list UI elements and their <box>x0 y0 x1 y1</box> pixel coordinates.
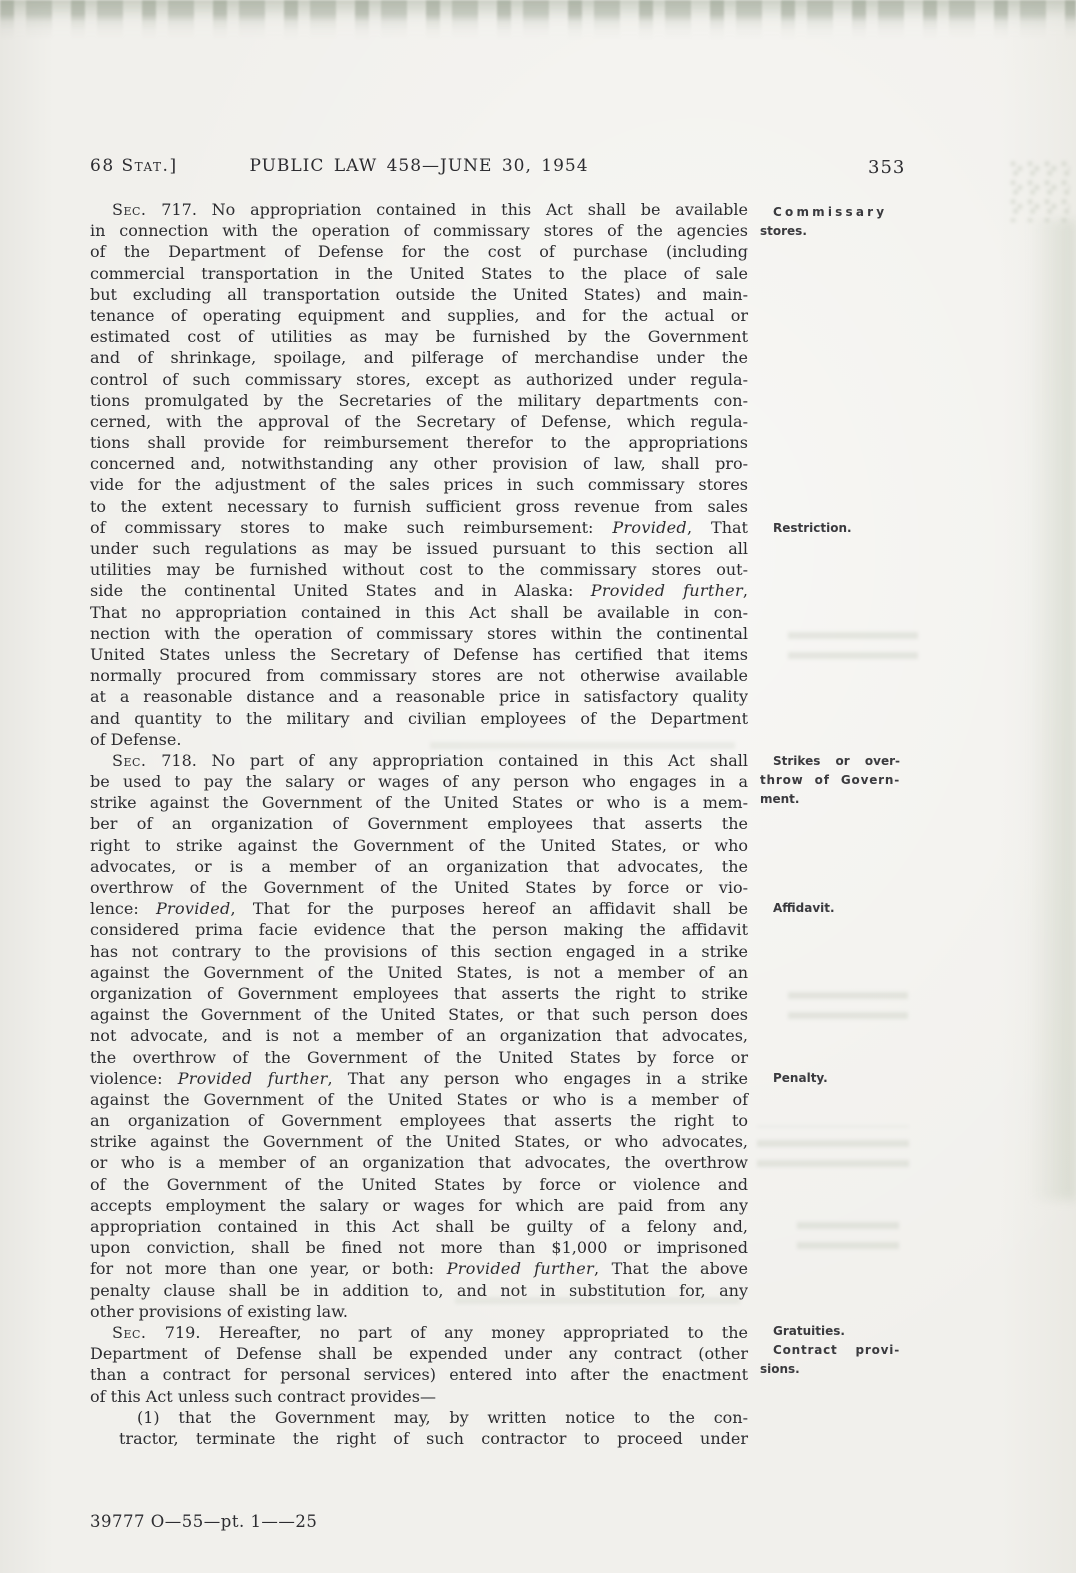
text-line: normally procured from commissary stores are not otherwise available <box>90 666 748 686</box>
text-line: of Defense. <box>90 729 182 749</box>
text-line: concerned and, notwithstanding any other provision of law, shall pro- <box>90 454 748 474</box>
note-line: Restriction. <box>773 521 852 535</box>
note-line: Affidavit. <box>773 901 835 915</box>
text-line: side the continental United States and in Alaska: Provided further, <box>90 581 748 601</box>
note-line: Commissary <box>773 205 888 219</box>
text-line: against the Government of the United States, is not a member of an <box>90 962 748 982</box>
text-line: accepts employment the salary or wages for which are paid from any <box>90 1195 748 1215</box>
note-line: stores. <box>760 224 807 238</box>
margin-note-commissary-stores <box>760 203 900 241</box>
text-line: to the extent necessary to furnish sufficient gross revenue from sales <box>90 496 748 516</box>
text-line: has not contrary to the provisions of this section engaged in a strike <box>90 941 748 961</box>
text-line: United States unless the Secretary of Defense has certified that items <box>90 644 748 664</box>
text-line: or who is a member of an organization that advocates, the overthrow <box>90 1153 748 1173</box>
text-line: strike against the Government of the United States, or who advocates, <box>90 1132 748 1152</box>
note-line: sions. <box>760 1362 800 1376</box>
text-line: tractor, terminate the right of such contractor to proceed under <box>119 1428 748 1448</box>
text-line: That no appropriation contained in this Act shall be available in con- <box>90 602 748 622</box>
margin-note-penalty <box>760 1069 900 1088</box>
text-line: under such regulations as may be issued pursuant to this section all <box>90 539 748 558</box>
text-line: upon conviction, shall be fined not more than $1,000 or imprisoned <box>90 1238 748 1258</box>
statute-volume-citation: 68 Stat.] <box>90 156 178 176</box>
text-line: an organization of Government employees that asserts the right to <box>90 1111 748 1131</box>
section-717 <box>90 199 748 750</box>
text-line: not advocate, and is not a member of an organization that advocates, <box>90 1026 748 1046</box>
text-line: overthrow of the Government of the United States by force or vio- <box>90 878 748 897</box>
text-line: lence: Provided, That for the purposes hereof an affidavit shall be <box>90 899 749 919</box>
note-line: Penalty. <box>773 1071 828 1085</box>
statute-body-text <box>90 199 748 1449</box>
text-line: than a contract for personal services) entered into after the enactment <box>90 1365 748 1385</box>
note-line: Contract provi- <box>773 1343 900 1357</box>
text-line: Department of Defense shall be expended under any contract (other <box>90 1344 748 1364</box>
text-line: right to strike against the Government of the United States, or who <box>90 835 748 855</box>
text-line: for not more than one year, or both: Provided further, That the above <box>90 1259 748 1279</box>
text-line: but excluding all transportation outside the United States) and main- <box>90 284 748 304</box>
text-line: Sec. 717. No appropriation contained in this Act shall be available <box>112 200 748 219</box>
bleed-through-ghost <box>788 982 908 1022</box>
text-line: nection with the operation of commissary stores within the continental <box>90 623 748 643</box>
scan-smudge <box>1030 220 1076 1200</box>
text-line: against the Government of the United States or who is a member of <box>90 1089 748 1109</box>
bleed-through-ghost <box>788 620 918 662</box>
text-line: the overthrow of the Government of the United States by force or <box>90 1047 748 1067</box>
margin-note-affidavit <box>760 899 900 918</box>
text-line: ber of an organization of Government employees that asserts the <box>90 814 748 834</box>
text-line: of the Department of Defense for the cost of purchase (including <box>90 242 748 262</box>
text-line: organization of Government employees that asserts the right to strike <box>90 983 748 1003</box>
bleed-through-ghost <box>1008 158 1070 222</box>
text-line: utilities may be furnished without cost to the commissary stores out- <box>90 560 748 580</box>
text-line: in connection with the operation of commissary stores of the agencies <box>90 221 748 241</box>
page-number: 353 <box>868 157 906 178</box>
margin-note-restriction <box>760 519 900 538</box>
margin-note-strikes-or-overthrow <box>760 752 900 809</box>
section-719 <box>90 1322 748 1449</box>
note-line: throw of Govern- <box>760 773 900 787</box>
note-line: Gratuities. <box>773 1324 845 1338</box>
text-line: tions shall provide for reimbursement therefor to the appropriations <box>90 433 748 453</box>
text-line: and of shrinkage, spoilage, and pilferage of merchandise under the <box>90 348 748 368</box>
text-line: at a reasonable distance and a reasonable price in satisfactory quality <box>90 687 748 707</box>
bleed-through-ghost <box>797 1218 899 1252</box>
text-line: Sec. 718. No part of any appropriation contained in this Act shall <box>112 750 748 770</box>
text-line: advocates, or is a member of an organization that advocates, the <box>90 856 748 876</box>
text-line: tions promulgated by the Secretaries of the military departments con- <box>90 390 748 410</box>
note-line: Strikes or over- <box>773 754 900 768</box>
page-header <box>90 156 748 180</box>
text-line: tenance of operating equipment and supplies, and for the actual or <box>90 305 748 325</box>
text-line: of the Government of the United States by force or violence and <box>90 1174 748 1194</box>
print-imprint: 39777 O—55—pt. 1——25 <box>90 1512 318 1531</box>
text-line: considered prima facie evidence that the person making the affidavit <box>90 920 748 940</box>
text-line: estimated cost of utilities as may be furnished by the Government <box>90 327 748 347</box>
bleed-through-ghost <box>757 1126 909 1170</box>
text-line: be used to pay the salary or wages of any person who engages in a <box>90 772 748 792</box>
text-line: of this Act unless such contract provides— <box>90 1386 436 1406</box>
text-line: appropriation contained in this Act shall be guilty of a felony and, <box>90 1217 748 1236</box>
text-line: of commissary stores to make such reimbursement: Provided, That <box>90 517 748 537</box>
section-718 <box>90 750 748 1322</box>
text-line: violence: Provided further, That any person who engages in a strike <box>90 1068 748 1088</box>
note-line: ment. <box>760 792 800 806</box>
page-footer <box>90 1512 317 1531</box>
text-line: commercial transportation in the United States to the place of sale <box>90 263 748 283</box>
text-line: vide for the adjustment of the sales prices in such commissary stores <box>90 475 748 495</box>
text-line: and quantity to the military and civilian employees of the Department <box>90 708 748 728</box>
text-line: strike against the Government of the United States or who is a mem- <box>90 793 748 813</box>
text-line: other provisions of existing law. <box>90 1301 348 1321</box>
text-line: cerned, with the approval of the Secretary of Defense, which regula- <box>90 411 748 431</box>
margin-note-gratuities-contract-provisions <box>760 1322 900 1379</box>
text-line: Sec. 719. Hereafter, no part of any money appropriated to the <box>112 1322 748 1342</box>
text-line: penalty clause shall be in addition to, and not in substitution for, any <box>90 1280 748 1300</box>
scan-edge-artifact <box>0 0 1076 40</box>
text-line: against the Government of the United States, or that such person does <box>90 1005 748 1025</box>
text-line: (1) that the Government may, by written notice to the con- <box>137 1407 748 1427</box>
text-line: control of such commissary stores, except as authorized under regula- <box>90 369 748 389</box>
law-title: PUBLIC LAW 458—JUNE 30, 1954 <box>249 156 589 176</box>
